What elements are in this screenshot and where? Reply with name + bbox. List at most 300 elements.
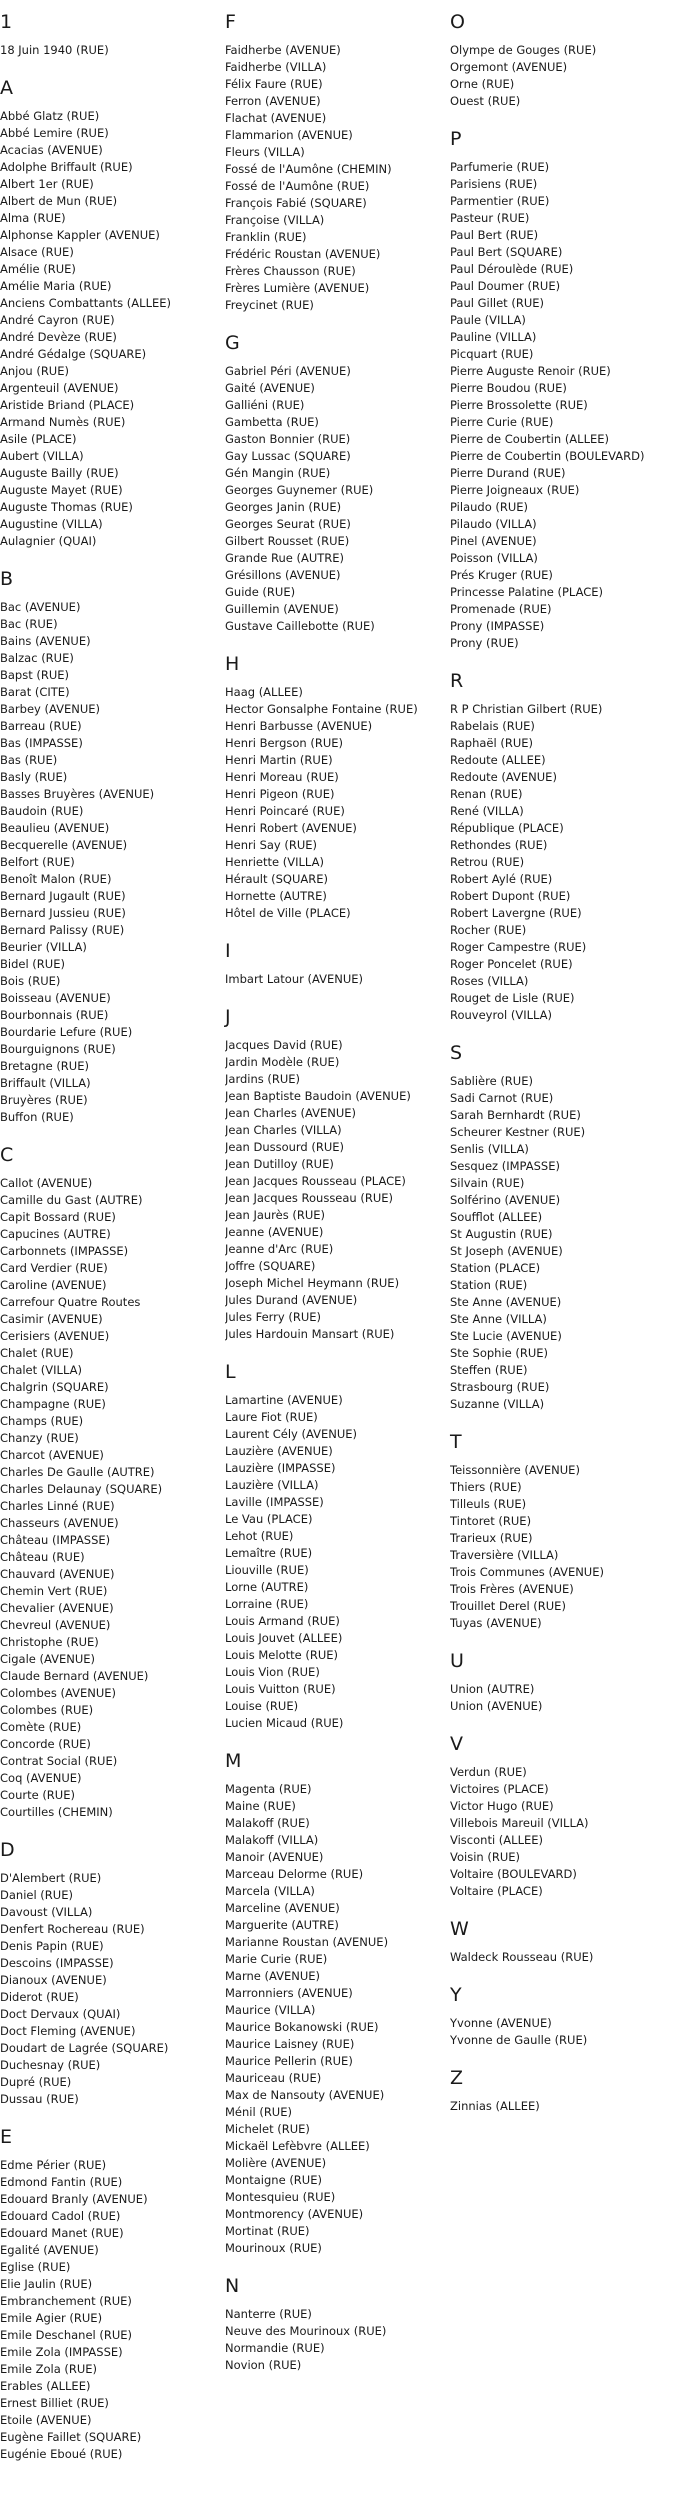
street-entry: Emile Deschanel (RUE): [0, 2328, 133, 2342]
street-entry: Pierre Brossolette (RUE): [450, 398, 588, 412]
street-entry: Marguerite (AUTRE): [225, 1918, 339, 1932]
street-entry: Robert Dupont (RUE): [450, 889, 571, 903]
section-heading: I: [225, 940, 231, 962]
street-entry: Prés Kruger (RUE): [450, 568, 553, 582]
street-entry: Roses (VILLA): [450, 974, 529, 988]
street-entry: Promenade (RUE): [450, 602, 552, 616]
street-entry: Robert Aylé (RUE): [450, 872, 553, 886]
street-entry: Flachat (AVENUE): [225, 111, 327, 125]
street-entry: Gay Lussac (SQUARE): [225, 449, 351, 463]
street-entry: Bas (IMPASSE): [0, 736, 83, 750]
street-entry: Hector Gonsalphe Fontaine (RUE): [225, 702, 418, 716]
section-l: [225, 1360, 440, 1732]
street-entry: Georges Seurat (RUE): [225, 517, 351, 531]
index-column-2: [225, 10, 440, 2374]
street-entry: Capucines (AUTRE): [0, 1227, 111, 1241]
street-entry: Ferron (AVENUE): [225, 94, 321, 108]
street-entry: Argenteuil (AVENUE): [0, 381, 119, 395]
street-entry: Erables (ALLEE): [0, 2379, 91, 2393]
street-entry: Lauzière (VILLA): [225, 1478, 319, 1492]
street-entry: Louis Jouvet (ALLEE): [225, 1631, 343, 1645]
street-entry: Lauzière (IMPASSE): [225, 1461, 336, 1475]
street-entry: Paule (VILLA): [450, 313, 526, 327]
street-entry: Mortinat (RUE): [225, 2224, 310, 2238]
street-entry: Champs (RUE): [0, 1414, 84, 1428]
street-entry: Gaston Bonnier (RUE): [225, 432, 351, 446]
street-entry: Jean Jacques Rousseau (RUE): [225, 1191, 394, 1205]
street-entry: Sadi Carnot (RUE): [450, 1091, 554, 1105]
street-entry: Etoile (AVENUE): [0, 2413, 92, 2427]
section-heading: V: [450, 1733, 463, 1755]
street-entry: Château (IMPASSE): [0, 1533, 111, 1547]
street-entry: Albert 1er (RUE): [0, 177, 94, 191]
street-entry: Sablière (RUE): [450, 1074, 533, 1088]
section-g: [225, 331, 440, 635]
street-entry: Pilaudo (RUE): [450, 500, 529, 514]
street-entry: Sarah Bernhardt (RUE): [450, 1108, 581, 1122]
street-entry: Liouville (RUE): [225, 1563, 309, 1577]
street-entry: Henri Bergson (RUE): [225, 736, 343, 750]
section-heading: Y: [450, 1984, 462, 2006]
street-entry: Balzac (RUE): [0, 651, 74, 665]
street-entry: Villebois Mareuil (VILLA): [450, 1816, 589, 1830]
street-entry: Davoust (VILLA): [0, 1905, 93, 1919]
street-entry: Charles Linné (RUE): [0, 1499, 115, 1513]
street-entry: Bourdarie Lefure (RUE): [0, 1025, 133, 1039]
street-entry: Henri Robert (AVENUE): [225, 821, 357, 835]
street-entry: Teissonnière (AVENUE): [450, 1463, 580, 1477]
street-entry: Michelet (RUE): [225, 2122, 310, 2136]
street-entry: Aubert (VILLA): [0, 449, 84, 463]
street-entry: André Devèze (RUE): [0, 330, 117, 344]
street-entry: Doudart de Lagrée (SQUARE): [0, 2041, 169, 2055]
street-entry: Edouard Manet (RUE): [0, 2226, 124, 2240]
section-t: [450, 1430, 665, 1632]
street-entry: Colombes (RUE): [0, 1703, 94, 1717]
section-heading: H: [225, 653, 240, 675]
street-entry: Auguste Mayet (RUE): [0, 483, 123, 497]
street-entry: Charcot (AVENUE): [0, 1448, 104, 1462]
street-entry: Voltaire (BOULEVARD): [450, 1867, 577, 1881]
street-entry: Denis Papin (RUE): [0, 1939, 104, 1953]
street-entry: Montesquieu (RUE): [225, 2190, 336, 2204]
street-entry: Courtilles (CHEMIN): [0, 1805, 113, 1819]
street-entry: Jeanne d'Arc (RUE): [225, 1242, 334, 1256]
street-entry: Emile Zola (RUE): [0, 2362, 98, 2376]
street-entry: Retrou (RUE): [450, 855, 525, 869]
street-entry: Château (RUE): [0, 1550, 85, 1564]
street-entry: Raphaël (RUE): [450, 736, 533, 750]
street-entry: Bidel (RUE): [0, 957, 65, 971]
street-entry: Rabelais (RUE): [450, 719, 535, 733]
section-heading: 1: [0, 11, 13, 33]
street-entry: Louis Vion (RUE): [225, 1665, 320, 1679]
street-entry: Visconti (ALLEE): [450, 1833, 543, 1847]
street-entry: Rouveyrol (VILLA): [450, 1008, 553, 1022]
street-entry: Fleurs (VILLA): [225, 145, 305, 159]
street-entry: Mourinoux (RUE): [225, 2241, 322, 2255]
street-entry: Bapst (RUE): [0, 668, 70, 682]
street-entry: Amélie (RUE): [0, 262, 76, 276]
street-entry: Joffre (SQUARE): [225, 1259, 316, 1273]
street-entry: Duchesnay (RUE): [0, 2058, 101, 2072]
street-entry: Jardin Modèle (RUE): [225, 1055, 340, 1069]
street-entry: Max de Nansouty (AVENUE): [225, 2088, 385, 2102]
street-entry: Callot (AVENUE): [0, 1176, 93, 1190]
street-entry: Jean Charles (VILLA): [225, 1123, 342, 1137]
street-entry: St Joseph (AVENUE): [450, 1244, 563, 1258]
street-entry: Montmorency (AVENUE): [225, 2207, 364, 2221]
street-entry: Carrefour Quatre Routes: [0, 1295, 141, 1309]
street-entry: Jean Jaurès (RUE): [225, 1208, 326, 1222]
street-entry: Barat (CITE): [0, 685, 70, 699]
street-entry: Parfumerie (RUE): [450, 160, 550, 174]
street-entry: Descoins (IMPASSE): [0, 1956, 114, 1970]
street-entry: Parmentier (RUE): [450, 194, 550, 208]
street-entry: Frères Lumière (AVENUE): [225, 281, 370, 295]
street-entry: Maurice Bokanowski (RUE): [225, 2020, 379, 2034]
street-entry: René (VILLA): [450, 804, 524, 818]
street-entry: Jacques David (RUE): [225, 1038, 343, 1052]
street-entry: R P Christian Gilbert (RUE): [450, 702, 603, 716]
street-entry: Jean Charles (AVENUE): [225, 1106, 356, 1120]
street-entry: Montaigne (RUE): [225, 2173, 322, 2187]
section-j: [225, 1005, 440, 1343]
street-entry: Cigale (AVENUE): [0, 1652, 96, 1666]
street-entry: Maurice Pellerin (RUE): [225, 2054, 353, 2068]
street-entry: Emile Agier (RUE): [0, 2311, 103, 2325]
street-entry: Paul Déroulède (RUE): [450, 262, 574, 276]
street-entry: Lehot (RUE): [225, 1529, 294, 1543]
street-entry: Silvain (RUE): [450, 1176, 525, 1190]
street-entry: Guide (RUE): [225, 585, 296, 599]
street-entry: Union (AVENUE): [450, 1699, 543, 1713]
section-heading: L: [225, 1361, 236, 1383]
street-entry: Picquart (RUE): [450, 347, 534, 361]
street-entry: Christophe (RUE): [0, 1635, 99, 1649]
street-entry: Imbart Latour (AVENUE): [225, 972, 364, 986]
section-f: [225, 10, 440, 314]
section-u: [450, 1649, 665, 1715]
street-entry: Henri Pigeon (RUE): [225, 787, 335, 801]
street-entry: Camille du Gast (AUTRE): [0, 1193, 143, 1207]
section-heading: W: [450, 1918, 469, 1940]
street-entry: Lamartine (AVENUE): [225, 1393, 343, 1407]
street-entry: Briffault (VILLA): [0, 1076, 91, 1090]
street-entry: Jean Dussourd (RUE): [225, 1140, 345, 1154]
street-entry: Jules Durand (AVENUE): [225, 1293, 358, 1307]
section-heading: G: [225, 332, 240, 354]
street-entry: Hôtel de Ville (PLACE): [225, 906, 351, 920]
street-entry: Steffen (RUE): [450, 1363, 528, 1377]
section-heading: D: [0, 1839, 15, 1861]
section-heading: O: [450, 11, 465, 33]
section-s: [450, 1041, 665, 1413]
street-entry: Rocher (RUE): [450, 923, 527, 937]
street-entry: Voisin (RUE): [450, 1850, 520, 1864]
street-entry: Paul Bert (RUE): [450, 228, 539, 242]
street-entry: Trouillet Derel (RUE): [450, 1599, 566, 1613]
street-entry: Maurice (VILLA): [225, 2003, 316, 2017]
street-entry: François Fabié (SQUARE): [225, 196, 367, 210]
index-column-3: [450, 10, 665, 2115]
street-entry: Gaité (AVENUE): [225, 381, 315, 395]
section-1: [0, 10, 215, 59]
street-entry: Normandie (RUE): [225, 2341, 325, 2355]
street-entry: Paul Doumer (RUE): [450, 279, 561, 293]
street-entry: Paul Bert (SQUARE): [450, 245, 563, 259]
section-heading: R: [450, 670, 464, 692]
street-entry: Egalité (AVENUE): [0, 2243, 99, 2257]
street-entry: Alphonse Kappler (AVENUE): [0, 228, 160, 242]
street-entry: Chalgrin (SQUARE): [0, 1380, 109, 1394]
street-entry: Trarieux (RUE): [450, 1531, 533, 1545]
street-entry: Dussau (RUE): [0, 2092, 79, 2106]
street-entry: Augustine (VILLA): [0, 517, 103, 531]
section-heading: P: [450, 128, 462, 150]
street-entry: Chevreul (AVENUE): [0, 1618, 111, 1632]
street-entry: Ménil (RUE): [225, 2105, 292, 2119]
section-d: [0, 1838, 215, 2108]
street-entry: Beaulieu (AVENUE): [0, 821, 110, 835]
street-entry: Anciens Combattants (ALLEE): [0, 296, 171, 310]
street-entry: Grésillons (AVENUE): [225, 568, 341, 582]
street-entry: Denfert Rochereau (RUE): [0, 1922, 145, 1936]
street-entry: Georges Guynemer (RUE): [225, 483, 374, 497]
street-entry: Haag (ALLEE): [225, 685, 303, 699]
section-h: [225, 652, 440, 922]
street-entry: St Augustin (RUE): [450, 1227, 553, 1241]
street-entry: Station (PLACE): [450, 1261, 541, 1275]
street-entry: Manoir (AVENUE): [225, 1850, 324, 1864]
street-entry: Ste Sophie (RUE): [450, 1346, 549, 1360]
section-n: [225, 2274, 440, 2374]
street-entry: Laure Fiot (RUE): [225, 1410, 318, 1424]
street-entry: Bernard Jugault (RUE): [0, 889, 126, 903]
street-entry: Françoise (VILLA): [225, 213, 325, 227]
street-entry: Capit Bossard (RUE): [0, 1210, 116, 1224]
street-entry: Gambetta (RUE): [225, 415, 319, 429]
street-entry: Bernard Jussieu (RUE): [0, 906, 126, 920]
street-entry: Basses Bruyères (AVENUE): [0, 787, 155, 801]
street-entry: Novion (RUE): [225, 2358, 302, 2372]
street-entry: Tilleuls (RUE): [450, 1497, 527, 1511]
street-entry: Victor Hugo (RUE): [450, 1799, 554, 1813]
street-entry: Soufflot (ALLEE): [450, 1210, 543, 1224]
street-entry: Rouget de Lisle (RUE): [450, 991, 575, 1005]
section-e: [0, 2125, 215, 2463]
street-entry: Henri Moreau (RUE): [225, 770, 339, 784]
street-entry: Tintoret (RUE): [450, 1514, 532, 1528]
street-entry: Marne (AVENUE): [225, 1969, 321, 1983]
street-entry: Ouest (RUE): [450, 94, 521, 108]
street-entry: Eugène Faillet (SQUARE): [0, 2430, 142, 2444]
street-entry: Zinnias (ALLEE): [450, 2099, 540, 2113]
street-entry: Chalet (RUE): [0, 1346, 74, 1360]
street-entry: Marceline (AVENUE): [225, 1901, 340, 1915]
street-entry: Pierre Auguste Renoir (RUE): [450, 364, 611, 378]
street-entry: Chevalier (AVENUE): [0, 1601, 114, 1615]
street-entry: Fossé de l'Aumône (RUE): [225, 179, 370, 193]
street-entry: Coq (AVENUE): [0, 1771, 82, 1785]
street-entry: Cerisiers (AVENUE): [0, 1329, 110, 1343]
street-entry: Scheurer Kestner (RUE): [450, 1125, 586, 1139]
street-entry: Senlis (VILLA): [450, 1142, 529, 1156]
section-o: [450, 10, 665, 110]
section-c: [0, 1143, 215, 1821]
street-entry: Emile Zola (IMPASSE): [0, 2345, 123, 2359]
street-entry: Thiers (RUE): [450, 1480, 522, 1494]
section-i: [225, 939, 440, 988]
street-entry: Ste Anne (VILLA): [450, 1312, 547, 1326]
street-entry: Flammarion (AVENUE): [225, 128, 353, 142]
street-entry: Rethondes (RUE): [450, 838, 548, 852]
street-entry: Comète (RUE): [0, 1720, 82, 1734]
street-entry: Molière (AVENUE): [225, 2156, 327, 2170]
street-entry: Eglise (RUE): [0, 2260, 71, 2274]
street-entry: Joseph Michel Heymann (RUE): [225, 1276, 400, 1290]
street-entry: Gustave Caillebotte (RUE): [225, 619, 375, 633]
street-entry: Ste Lucie (AVENUE): [450, 1329, 562, 1343]
street-entry: Bourguignons (RUE): [0, 1042, 116, 1056]
street-entry: Gabriel Péri (AVENUE): [225, 364, 351, 378]
street-entry: Lucien Micaud (RUE): [225, 1716, 344, 1730]
street-entry: Chauvard (AVENUE): [0, 1567, 115, 1581]
street-entry: Redoute (ALLEE): [450, 753, 546, 767]
street-entry: Yvonne (AVENUE): [450, 2016, 552, 2030]
street-entry: Tuyas (AVENUE): [450, 1616, 542, 1630]
street-entry: Renan (RUE): [450, 787, 523, 801]
street-entry: Ste Anne (AVENUE): [450, 1295, 562, 1309]
street-entry: Concorde (RUE): [0, 1737, 91, 1751]
street-entry: Station (RUE): [450, 1278, 528, 1292]
street-entry: Pierre Curie (RUE): [450, 415, 554, 429]
street-entry: 18 Juin 1940 (RUE): [0, 43, 109, 57]
street-entry: Auguste Bailly (RUE): [0, 466, 119, 480]
street-entry: Faidherbe (VILLA): [225, 60, 327, 74]
street-entry: Ernest Billiet (RUE): [0, 2396, 109, 2410]
section-heading: T: [450, 1431, 462, 1453]
section-y: [450, 1983, 665, 2049]
street-entry: Elie Jaulin (RUE): [0, 2277, 93, 2291]
street-entry: Barbey (AVENUE): [0, 702, 101, 716]
street-entry: Lauzière (AVENUE): [225, 1444, 333, 1458]
street-entry: Baudoin (RUE): [0, 804, 84, 818]
street-entry: Freycinet (RUE): [225, 298, 314, 312]
street-entry: Bois (RUE): [0, 974, 61, 988]
street-entry: Louis Vuitton (RUE): [225, 1682, 336, 1696]
street-entry: Victoires (PLACE): [450, 1782, 549, 1796]
street-entry: Bains (AVENUE): [0, 634, 91, 648]
street-entry: Pierre Durand (RUE): [450, 466, 566, 480]
street-entry: Albert de Mun (RUE): [0, 194, 118, 208]
street-entry: Trois Communes (AVENUE): [450, 1565, 604, 1579]
street-entry: Mickaël Lefèbvre (ALLEE): [225, 2139, 370, 2153]
street-entry: Gilbert Rousset (RUE): [225, 534, 350, 548]
street-entry: Robert Lavergne (RUE): [450, 906, 582, 920]
street-entry: Pierre Boudou (RUE): [450, 381, 567, 395]
street-entry: Jules Hardouin Mansart (RUE): [225, 1327, 395, 1341]
street-entry: Voltaire (PLACE): [450, 1884, 543, 1898]
street-entry: Frères Chausson (RUE): [225, 264, 356, 278]
street-entry: Bretagne (RUE): [0, 1059, 89, 1073]
street-entry: Magenta (RUE): [225, 1782, 312, 1796]
street-entry: Pauline (VILLA): [450, 330, 537, 344]
street-entry: Dianoux (AVENUE): [0, 1973, 107, 1987]
street-entry: Olympe de Gouges (RUE): [450, 43, 597, 57]
street-entry: Armand Numès (RUE): [0, 415, 126, 429]
street-entry: Frédéric Roustan (AVENUE): [225, 247, 381, 261]
street-entry: Asile (PLACE): [0, 432, 77, 446]
section-z: [450, 2066, 665, 2115]
street-entry: Roger Poncelet (RUE): [450, 957, 573, 971]
section-r: [450, 669, 665, 1024]
street-entry: Laville (IMPASSE): [225, 1495, 324, 1509]
street-entry: Chalet (VILLA): [0, 1363, 82, 1377]
street-entry: Franklin (RUE): [225, 230, 307, 244]
street-entry: Marcela (VILLA): [225, 1884, 315, 1898]
street-entry: Lorne (AUTRE): [225, 1580, 309, 1594]
street-entry: Sesquez (IMPASSE): [450, 1159, 560, 1173]
street-entry: Strasbourg (RUE): [450, 1380, 550, 1394]
section-a: [0, 76, 215, 550]
street-entry: Casimir (AVENUE): [0, 1312, 103, 1326]
street-entry: Pierre de Coubertin (ALLEE): [450, 432, 610, 446]
street-entry: André Gédalge (SQUARE): [0, 347, 147, 361]
street-entry: Embranchement (RUE): [0, 2294, 132, 2308]
street-entry: Orne (RUE): [450, 77, 515, 91]
street-entry: Malakoff (VILLA): [225, 1833, 319, 1847]
street-entry: Roger Campestre (RUE): [450, 940, 587, 954]
street-entry: Marie Curie (RUE): [225, 1952, 328, 1966]
street-entry: Colombes (AVENUE): [0, 1686, 117, 1700]
street-entry: Laurent Cély (AVENUE): [225, 1427, 358, 1441]
street-entry: Lorraine (RUE): [225, 1597, 309, 1611]
street-entry: Pierre de Coubertin (BOULEVARD): [450, 449, 645, 463]
street-entry: Prony (IMPASSE): [450, 619, 545, 633]
street-entry: Hornette (AUTRE): [225, 889, 327, 903]
street-entry: Benoît Malon (RUE): [0, 872, 112, 886]
street-entry: Bas (RUE): [0, 753, 58, 767]
street-entry: Pilaudo (VILLA): [450, 517, 537, 531]
street-entry: Neuve des Mourinoux (RUE): [225, 2324, 387, 2338]
street-entry: Contrat Social (RUE): [0, 1754, 118, 1768]
street-entry: Gén Mangin (RUE): [225, 466, 331, 480]
street-entry: Maurice Laisney (RUE): [225, 2037, 355, 2051]
street-entry: Bruyères (RUE): [0, 1093, 88, 1107]
street-entry: Jardins (RUE): [225, 1072, 301, 1086]
section-heading: S: [450, 1042, 463, 1064]
street-entry: André Cayron (RUE): [0, 313, 115, 327]
section-w: [450, 1917, 665, 1966]
street-entry: Daniel (RUE): [0, 1888, 73, 1902]
street-entry: Louise (RUE): [225, 1699, 299, 1713]
street-entry: Henri Poincaré (RUE): [225, 804, 345, 818]
section-v: [450, 1732, 665, 1900]
street-entry: Champagne (RUE): [0, 1397, 106, 1411]
street-entry: Verdun (RUE): [450, 1765, 527, 1779]
street-entry: Charles Delaunay (SQUARE): [0, 1482, 163, 1496]
street-entry: Henriette (VILLA): [225, 855, 324, 869]
street-entry: Fossé de l'Aumône (CHEMIN): [225, 162, 392, 176]
section-m: [225, 1749, 440, 2257]
street-entry: Barreau (RUE): [0, 719, 82, 733]
street-entry: Le Vau (PLACE): [225, 1512, 313, 1526]
section-heading: F: [225, 11, 236, 33]
street-entry: Becquerelle (AVENUE): [0, 838, 128, 852]
index-column-1: [0, 10, 215, 2463]
street-entry: Orgemont (AVENUE): [450, 60, 568, 74]
